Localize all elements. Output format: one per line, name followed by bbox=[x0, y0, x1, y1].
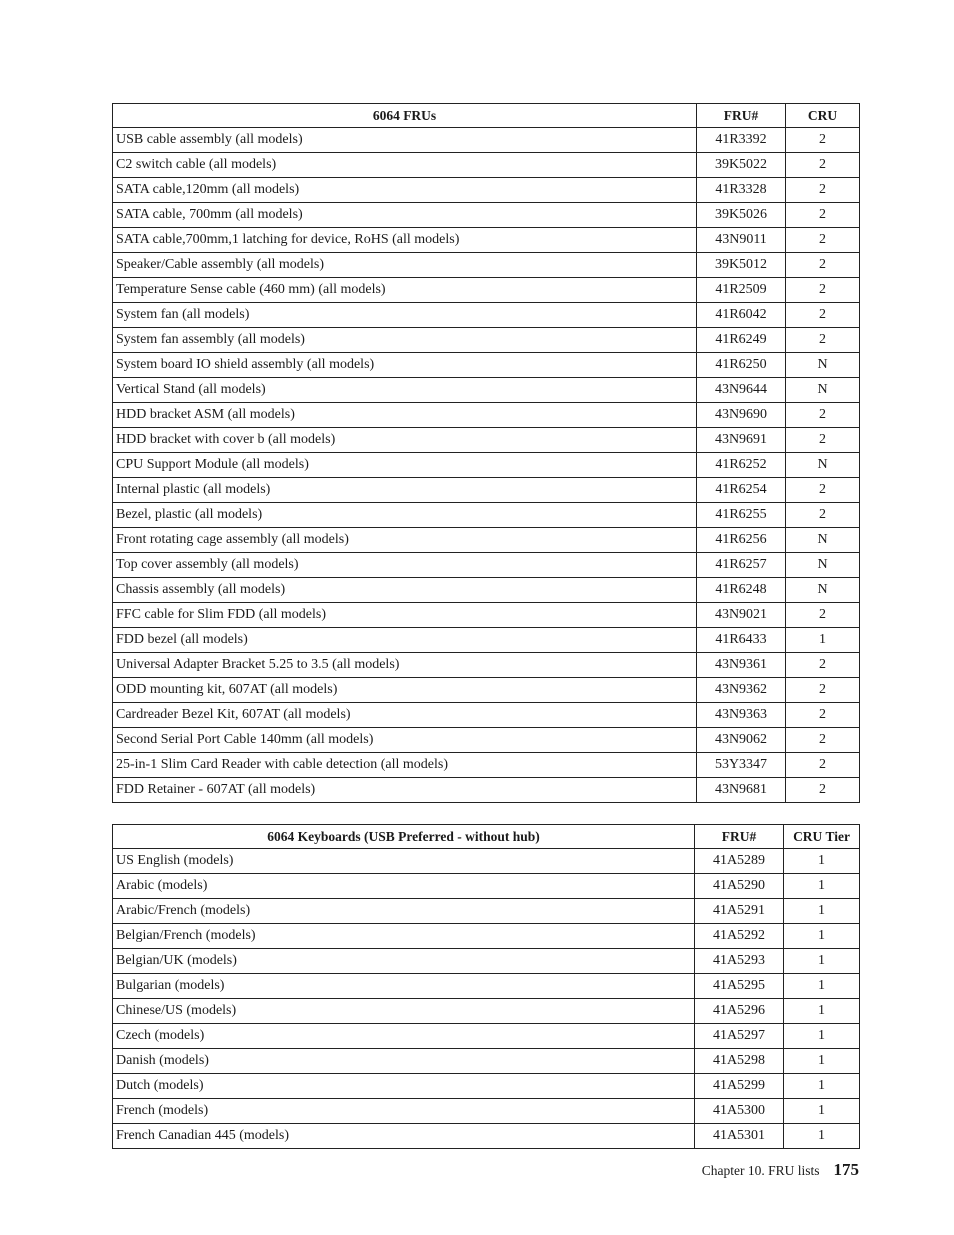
cell-fru-number: 41R6252 bbox=[697, 453, 786, 478]
cell-description: USB cable assembly (all models) bbox=[113, 128, 697, 153]
cell-description: 25-in-1 Slim Card Reader with cable detection (all models) bbox=[113, 753, 697, 778]
cell-cru: 2 bbox=[786, 203, 860, 228]
keyboard-table bbox=[112, 824, 860, 1149]
cell-fru-number: 43N9644 bbox=[697, 378, 786, 403]
cell-fru-number: 43N9681 bbox=[697, 778, 786, 803]
table-row bbox=[113, 703, 860, 728]
cell-description: SATA cable,700mm,1 latching for device, RoHS (all models) bbox=[113, 228, 697, 253]
table-row bbox=[113, 874, 860, 899]
cell-cru: N bbox=[786, 553, 860, 578]
cell-cru: 2 bbox=[786, 478, 860, 503]
column-header-description: 6064 Keyboards (USB Preferred - without hub) bbox=[113, 825, 695, 849]
table-row bbox=[113, 403, 860, 428]
cell-description: System fan (all models) bbox=[113, 303, 697, 328]
cell-fru-number: 41R6250 bbox=[697, 353, 786, 378]
table-row bbox=[113, 328, 860, 353]
cell-fru-number: 41R3392 bbox=[697, 128, 786, 153]
fru-table bbox=[112, 103, 860, 803]
cell-fru-number: 41R6249 bbox=[697, 328, 786, 353]
cell-cru: 2 bbox=[786, 678, 860, 703]
table-header-row bbox=[113, 104, 860, 128]
cell-description: FFC cable for Slim FDD (all models) bbox=[113, 603, 697, 628]
cell-cru: 1 bbox=[784, 1024, 860, 1049]
cell-fru-number: 53Y3347 bbox=[697, 753, 786, 778]
cell-fru-number: 39K5012 bbox=[697, 253, 786, 278]
cell-description: Speaker/Cable assembly (all models) bbox=[113, 253, 697, 278]
table-row bbox=[113, 578, 860, 603]
cell-fru-number: 43N9362 bbox=[697, 678, 786, 703]
cell-description: Cardreader Bezel Kit, 607AT (all models) bbox=[113, 703, 697, 728]
cell-description: ODD mounting kit, 607AT (all models) bbox=[113, 678, 697, 703]
cell-description: Top cover assembly (all models) bbox=[113, 553, 697, 578]
cell-description: Czech (models) bbox=[113, 1024, 695, 1049]
cell-fru-number: 41A5300 bbox=[695, 1099, 784, 1124]
table-row bbox=[113, 428, 860, 453]
table-row bbox=[113, 303, 860, 328]
cell-cru: 1 bbox=[784, 1099, 860, 1124]
cell-description: C2 switch cable (all models) bbox=[113, 153, 697, 178]
cell-description: FDD Retainer - 607AT (all models) bbox=[113, 778, 697, 803]
table-row bbox=[113, 628, 860, 653]
cell-cru: 2 bbox=[786, 403, 860, 428]
table-row bbox=[113, 378, 860, 403]
table-row bbox=[113, 974, 860, 999]
table-row bbox=[113, 503, 860, 528]
table-row bbox=[113, 678, 860, 703]
cell-description: Danish (models) bbox=[113, 1049, 695, 1074]
cell-cru: 2 bbox=[786, 253, 860, 278]
table-row bbox=[113, 849, 860, 874]
cell-fru-number: 41R6257 bbox=[697, 553, 786, 578]
cell-description: Bulgarian (models) bbox=[113, 974, 695, 999]
cell-description: Chinese/US (models) bbox=[113, 999, 695, 1024]
cell-cru: 2 bbox=[786, 303, 860, 328]
cell-fru-number: 41A5293 bbox=[695, 949, 784, 974]
cell-fru-number: 41A5291 bbox=[695, 899, 784, 924]
cell-fru-number: 41R6248 bbox=[697, 578, 786, 603]
cell-fru-number: 39K5026 bbox=[697, 203, 786, 228]
cell-cru: 2 bbox=[786, 278, 860, 303]
column-header-cru-tier: CRU Tier bbox=[784, 825, 860, 849]
cell-description: HDD bracket ASM (all models) bbox=[113, 403, 697, 428]
cell-cru: 2 bbox=[786, 228, 860, 253]
chapter-label: Chapter 10. FRU lists bbox=[701, 1163, 820, 1178]
cell-fru-number: 41R6254 bbox=[697, 478, 786, 503]
cell-cru: 1 bbox=[784, 874, 860, 899]
cell-description: French Canadian 445 (models) bbox=[113, 1124, 695, 1149]
table-row bbox=[113, 899, 860, 924]
cell-cru: 2 bbox=[786, 753, 860, 778]
table-row bbox=[113, 1074, 860, 1099]
cell-cru: 2 bbox=[786, 153, 860, 178]
cell-fru-number: 41A5301 bbox=[695, 1124, 784, 1149]
cell-cru: 1 bbox=[784, 999, 860, 1024]
table-row bbox=[113, 753, 860, 778]
cell-cru: 1 bbox=[786, 628, 860, 653]
table-row bbox=[113, 924, 860, 949]
cell-cru: 2 bbox=[786, 778, 860, 803]
cell-fru-number: 41A5299 bbox=[695, 1074, 784, 1099]
table-header-row bbox=[113, 825, 860, 849]
cell-fru-number: 43N9691 bbox=[697, 428, 786, 453]
cell-fru-number: 41R6256 bbox=[697, 528, 786, 553]
cell-fru-number: 43N9062 bbox=[697, 728, 786, 753]
cell-fru-number: 41A5295 bbox=[695, 974, 784, 999]
cell-fru-number: 41R6255 bbox=[697, 503, 786, 528]
cell-description: SATA cable, 700mm (all models) bbox=[113, 203, 697, 228]
cell-fru-number: 43N9361 bbox=[697, 653, 786, 678]
cell-cru: 1 bbox=[784, 899, 860, 924]
table-row bbox=[113, 1024, 860, 1049]
table-row bbox=[113, 603, 860, 628]
cell-fru-number: 41R3328 bbox=[697, 178, 786, 203]
cell-description: Chassis assembly (all models) bbox=[113, 578, 697, 603]
cell-cru: N bbox=[786, 528, 860, 553]
cell-cru: 2 bbox=[786, 428, 860, 453]
table-row bbox=[113, 203, 860, 228]
page-number: 175 bbox=[833, 1160, 859, 1179]
cell-cru: N bbox=[786, 378, 860, 403]
table-row bbox=[113, 478, 860, 503]
cell-description: Arabic (models) bbox=[113, 874, 695, 899]
cell-description: Vertical Stand (all models) bbox=[113, 378, 697, 403]
cell-cru: 1 bbox=[784, 924, 860, 949]
cell-cru: 2 bbox=[786, 178, 860, 203]
cell-fru-number: 43N9011 bbox=[697, 228, 786, 253]
table-row bbox=[113, 999, 860, 1024]
cell-fru-number: 41A5298 bbox=[695, 1049, 784, 1074]
cell-fru-number: 41A5297 bbox=[695, 1024, 784, 1049]
cell-description: Second Serial Port Cable 140mm (all models) bbox=[113, 728, 697, 753]
cell-cru: 1 bbox=[784, 1074, 860, 1099]
cell-cru: 2 bbox=[786, 728, 860, 753]
column-header-description: 6064 FRUs bbox=[113, 104, 697, 128]
table-row bbox=[113, 653, 860, 678]
cell-description: Universal Adapter Bracket 5.25 to 3.5 (all models) bbox=[113, 653, 697, 678]
table-row bbox=[113, 278, 860, 303]
table-row bbox=[113, 1049, 860, 1074]
cell-cru: N bbox=[786, 453, 860, 478]
table-row bbox=[113, 1124, 860, 1149]
table-row bbox=[113, 128, 860, 153]
cell-cru: 2 bbox=[786, 653, 860, 678]
cell-description: French (models) bbox=[113, 1099, 695, 1124]
cell-description: Temperature Sense cable (460 mm) (all models) bbox=[113, 278, 697, 303]
table-row bbox=[113, 778, 860, 803]
cell-description: Dutch (models) bbox=[113, 1074, 695, 1099]
page-footer bbox=[702, 1160, 859, 1180]
cell-description: Arabic/French (models) bbox=[113, 899, 695, 924]
cell-fru-number: 41R2509 bbox=[697, 278, 786, 303]
cell-fru-number: 41A5289 bbox=[695, 849, 784, 874]
cell-fru-number: 43N9363 bbox=[697, 703, 786, 728]
cell-description: HDD bracket with cover b (all models) bbox=[113, 428, 697, 453]
column-header-fru: FRU# bbox=[695, 825, 784, 849]
cell-cru: 2 bbox=[786, 603, 860, 628]
cell-description: Front rotating cage assembly (all models) bbox=[113, 528, 697, 553]
cell-cru: 2 bbox=[786, 328, 860, 353]
table-row bbox=[113, 1099, 860, 1124]
cell-cru: 1 bbox=[784, 974, 860, 999]
cell-fru-number: 41A5296 bbox=[695, 999, 784, 1024]
cell-description: System board IO shield assembly (all models) bbox=[113, 353, 697, 378]
table-row bbox=[113, 453, 860, 478]
cell-cru: 1 bbox=[784, 849, 860, 874]
cell-description: Bezel, plastic (all models) bbox=[113, 503, 697, 528]
cell-cru: 1 bbox=[784, 1049, 860, 1074]
cell-description: Belgian/French (models) bbox=[113, 924, 695, 949]
table-row bbox=[113, 153, 860, 178]
cell-fru-number: 41A5292 bbox=[695, 924, 784, 949]
cell-description: SATA cable,120mm (all models) bbox=[113, 178, 697, 203]
cell-description: US English (models) bbox=[113, 849, 695, 874]
cell-fru-number: 41R6042 bbox=[697, 303, 786, 328]
table-row bbox=[113, 253, 860, 278]
table-row bbox=[113, 228, 860, 253]
table-row bbox=[113, 178, 860, 203]
cell-fru-number: 41A5290 bbox=[695, 874, 784, 899]
table-row bbox=[113, 553, 860, 578]
table-row bbox=[113, 353, 860, 378]
cell-description: CPU Support Module (all models) bbox=[113, 453, 697, 478]
table-row bbox=[113, 949, 860, 974]
cell-cru: 2 bbox=[786, 503, 860, 528]
cell-cru: 2 bbox=[786, 128, 860, 153]
cell-fru-number: 43N9690 bbox=[697, 403, 786, 428]
cell-description: Belgian/UK (models) bbox=[113, 949, 695, 974]
column-header-fru: FRU# bbox=[697, 104, 786, 128]
cell-cru: 1 bbox=[784, 949, 860, 974]
cell-fru-number: 39K5022 bbox=[697, 153, 786, 178]
cell-cru: 1 bbox=[784, 1124, 860, 1149]
column-header-cru: CRU bbox=[786, 104, 860, 128]
table-row bbox=[113, 728, 860, 753]
cell-description: System fan assembly (all models) bbox=[113, 328, 697, 353]
cell-fru-number: 41R6433 bbox=[697, 628, 786, 653]
cell-description: FDD bezel (all models) bbox=[113, 628, 697, 653]
cell-description: Internal plastic (all models) bbox=[113, 478, 697, 503]
cell-cru: 2 bbox=[786, 703, 860, 728]
table-row bbox=[113, 528, 860, 553]
cell-cru: N bbox=[786, 353, 860, 378]
cell-fru-number: 43N9021 bbox=[697, 603, 786, 628]
cell-cru: N bbox=[786, 578, 860, 603]
